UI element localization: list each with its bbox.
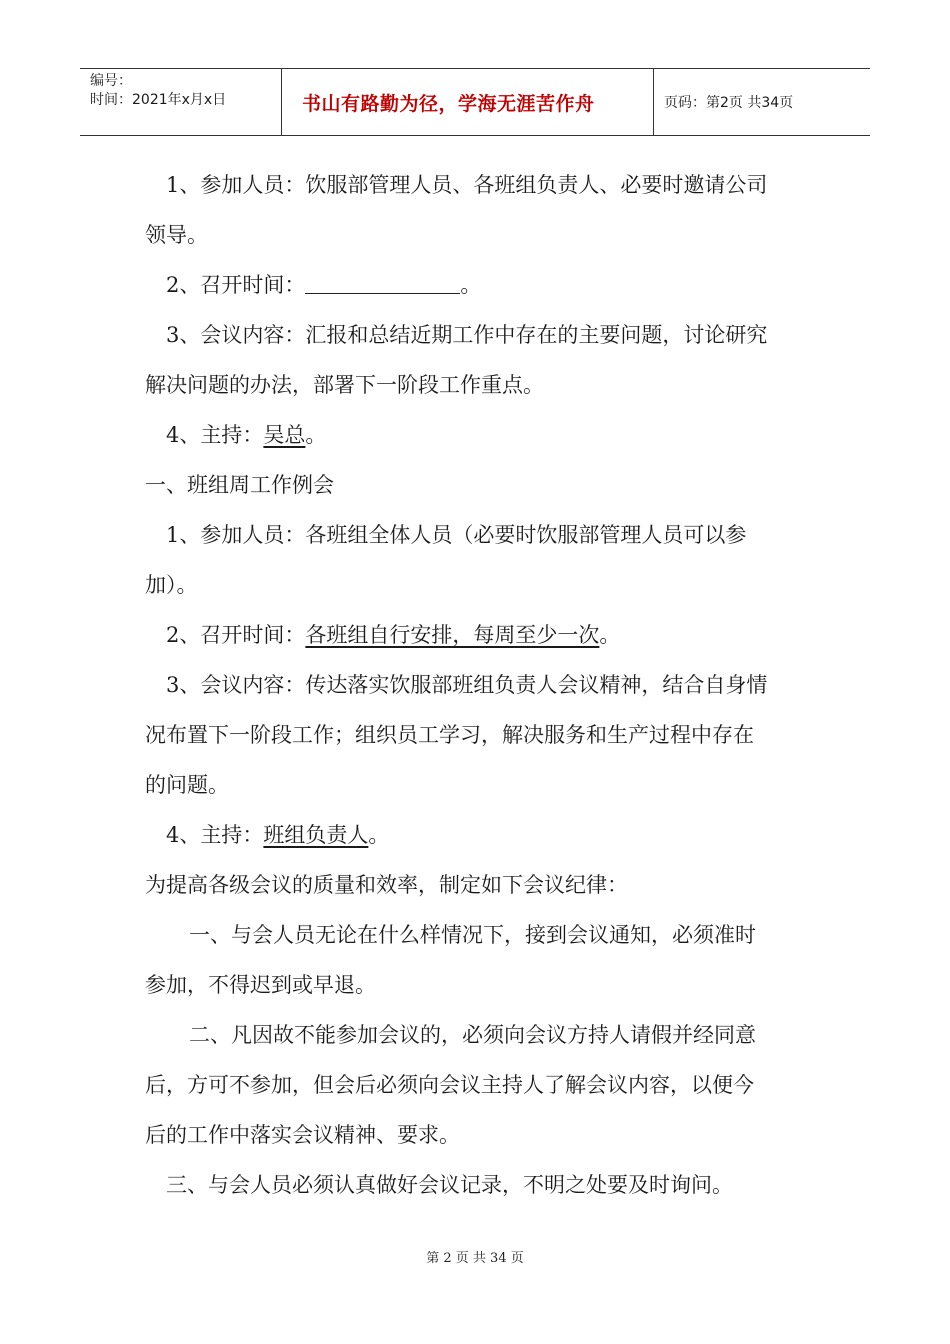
paragraph-line: 1、参加人员：各班组全体人员（必要时饮服部管理人员可以参 xyxy=(166,523,747,547)
number-label: 编号： xyxy=(90,73,132,89)
paragraph-line: 解决问题的办法，部署下一阶段工作重点。 xyxy=(145,373,544,397)
document-header xyxy=(80,68,870,136)
paragraph-line xyxy=(145,810,810,860)
paragraph-line: 领导。 xyxy=(145,223,208,247)
punctuation: 。 xyxy=(460,273,482,297)
paragraph-line: 加）。 xyxy=(145,573,198,597)
paragraph-line xyxy=(145,410,810,460)
header-motto: 书山有路勤为径，学海无涯苦作舟 xyxy=(282,69,654,135)
meeting-time-label: 2、召开时间： xyxy=(166,623,306,647)
host-value: 吴总 xyxy=(263,423,306,447)
paragraph-line: 的问题。 xyxy=(145,773,229,797)
paragraph-line: 二、凡因故不能参加会议的，必须向会议方持人请假并经同意 xyxy=(189,1023,756,1047)
punctuation: 。 xyxy=(305,423,327,447)
meeting-time-label: 2、召开时间： xyxy=(166,273,306,297)
paragraph-line: 参加，不得迟到或早退。 xyxy=(145,973,376,997)
section-heading: 一、班组周工作例会 xyxy=(145,473,334,497)
header-page-info: 页码：第2页 共34页 xyxy=(664,95,794,111)
header-meta xyxy=(80,69,282,135)
paragraph-line: 后，方可不参加，但会后必须向会议主持人了解会议内容，以便今 xyxy=(145,1073,754,1097)
paragraph-line xyxy=(145,610,810,660)
paragraph-line: 3、会议内容：传达落实饮服部班组负责人会议精神，结合自身情 xyxy=(166,673,768,697)
paragraph-line: 为提高各级会议的质量和效率，制定如下会议纪律： xyxy=(145,873,628,897)
meeting-time-blank xyxy=(305,273,460,294)
host-label: 4、主持： xyxy=(166,423,264,447)
paragraph-line: 后的工作中落实会议精神、要求。 xyxy=(145,1123,460,1147)
paragraph-line xyxy=(145,260,810,310)
host-label: 4、主持： xyxy=(166,823,264,847)
time-label: 时间：2021年x月x日 xyxy=(90,92,227,108)
punctuation: 。 xyxy=(368,823,390,847)
meeting-time-value: 各班组自行安排，每周至少一次 xyxy=(305,623,600,647)
paragraph-line: 三、与会人员必须认真做好会议记录，不明之处要及时询问。 xyxy=(166,1173,733,1197)
paragraph-line: 况布置下一阶段工作；组织员工学习，解决服务和生产过程中存在 xyxy=(145,723,754,747)
page-footer: 第 2 页 共 34 页 xyxy=(426,1251,524,1266)
paragraph-line: 3、会议内容：汇报和总结近期工作中存在的主要问题，讨论研究 xyxy=(166,323,768,347)
document-body xyxy=(145,160,810,1210)
paragraph-line: 1、参加人员：饮服部管理人员、各班组负责人、必要时邀请公司 xyxy=(166,173,768,197)
paragraph-line: 一、与会人员无论在什么样情况下，接到会议通知，必须准时 xyxy=(189,923,756,947)
host-value: 班组负责人 xyxy=(263,823,369,847)
punctuation: 。 xyxy=(599,623,621,647)
